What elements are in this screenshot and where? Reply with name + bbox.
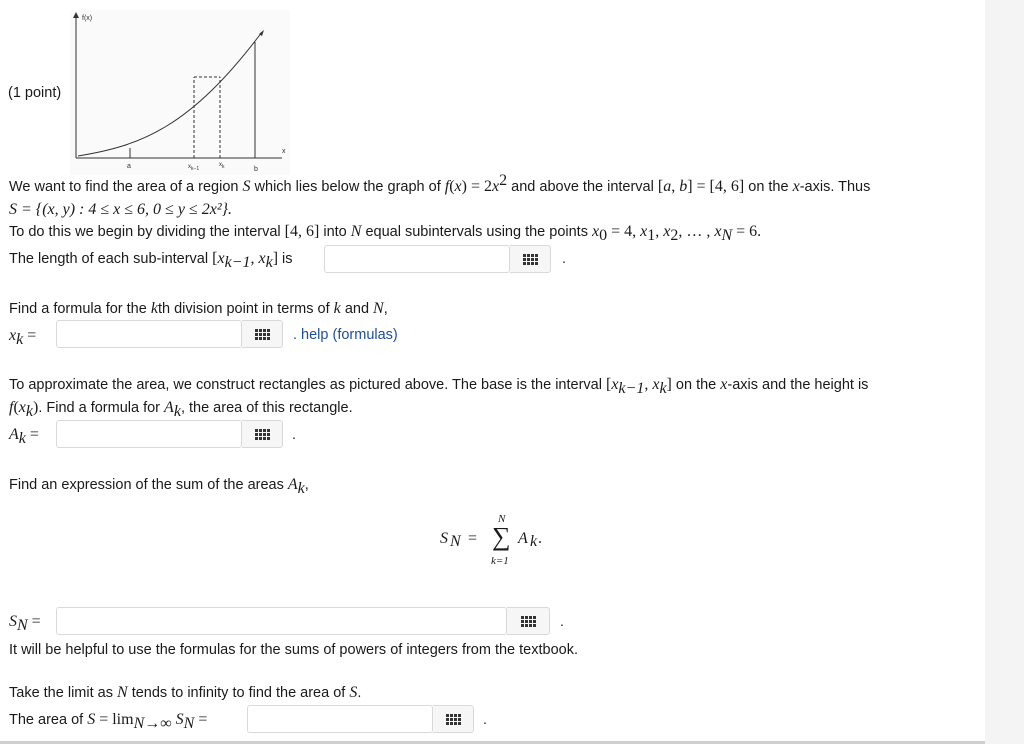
q2-prompt: Find a formula for the kth division point in terms of k and N, xyxy=(9,300,388,317)
grid-icon xyxy=(255,429,270,440)
math-palette-button-1[interactable] xyxy=(510,245,551,273)
q3-line-1: To approximate the area, we construct rectangles as pictured above. The base is the interval [$x_{k-1}$, $x_k$] on the x-axis and the height is xyxy=(9,376,869,397)
y-axis-label: f(x) xyxy=(82,15,93,22)
q3-line-2: $f(x_k)$. Find a formula for $A_k$, the area of this rectangle. xyxy=(9,399,353,420)
period: . xyxy=(483,711,487,727)
area-label: The area of $S = \lim_{N\to\infty} S_N$ = xyxy=(9,711,208,732)
tick-b: b xyxy=(254,166,258,173)
q5-prompt: Take the limit as N tends to infinity to find the area of S. xyxy=(9,684,362,701)
x-axis-label: x xyxy=(282,148,286,155)
intro-line-1: We want to find the area of a region S which lies below the graph of $f(x) = 2x^2$ and above the interval [a, b] = [4, 6] on the x-axis. Thus xyxy=(9,172,871,195)
tick-xk1-sub: k−1 xyxy=(191,166,200,172)
right-margin xyxy=(985,0,1024,744)
intro-line-3: To do this we begin by dividing the interval [4, 6] into N equal subintervals using the points $x_0 = 4$, $x_1$, $x_2$, … , $x_N = 6$. xyxy=(9,223,762,244)
xk-label: $x_k$ = xyxy=(9,327,37,348)
math-palette-button-4[interactable] xyxy=(507,607,550,635)
math-palette-button-2[interactable] xyxy=(242,320,283,348)
tick-a: a xyxy=(127,163,131,170)
period: . xyxy=(292,426,296,442)
grid-icon xyxy=(521,616,536,627)
intro-set-definition: S = {(x, y) : 4 ≤ x ≤ 6, 0 ≤ y ≤ 2x²}. xyxy=(9,201,233,218)
riemann-sum-graph xyxy=(70,10,290,175)
ak-input[interactable] xyxy=(56,420,242,448)
length-input[interactable] xyxy=(324,245,510,273)
q4-prompt: Find an expression of the sum of the areas $A_k$, xyxy=(9,476,309,497)
grid-icon xyxy=(255,329,270,340)
math-palette-button-3[interactable] xyxy=(242,420,283,448)
grid-icon xyxy=(523,254,538,265)
tick-xk1: x xyxy=(188,164,191,170)
xk-input[interactable] xyxy=(56,320,242,348)
period: . xyxy=(560,613,564,629)
ak-label: $A_k$ = xyxy=(9,426,39,447)
grid-icon xyxy=(446,714,461,725)
q4-helper-text: It will be helpful to use the formulas for the sums of powers of integers from the textbook. xyxy=(9,642,578,658)
point-label: (1 point) xyxy=(8,85,62,101)
help-formulas-link[interactable]: . help (formulas) xyxy=(293,327,398,343)
sn-input[interactable] xyxy=(56,607,507,635)
period: . xyxy=(562,250,566,266)
sn-label: $S_N$ = xyxy=(9,613,41,634)
q1-prompt: The length of each sub-interval [$x_{k-1}$, $x_k$] is xyxy=(9,250,293,271)
area-input[interactable] xyxy=(247,705,433,733)
math-palette-button-5[interactable] xyxy=(433,705,474,733)
tick-xk-sub: k xyxy=(222,164,225,170)
tick-xk: x xyxy=(219,162,222,168)
